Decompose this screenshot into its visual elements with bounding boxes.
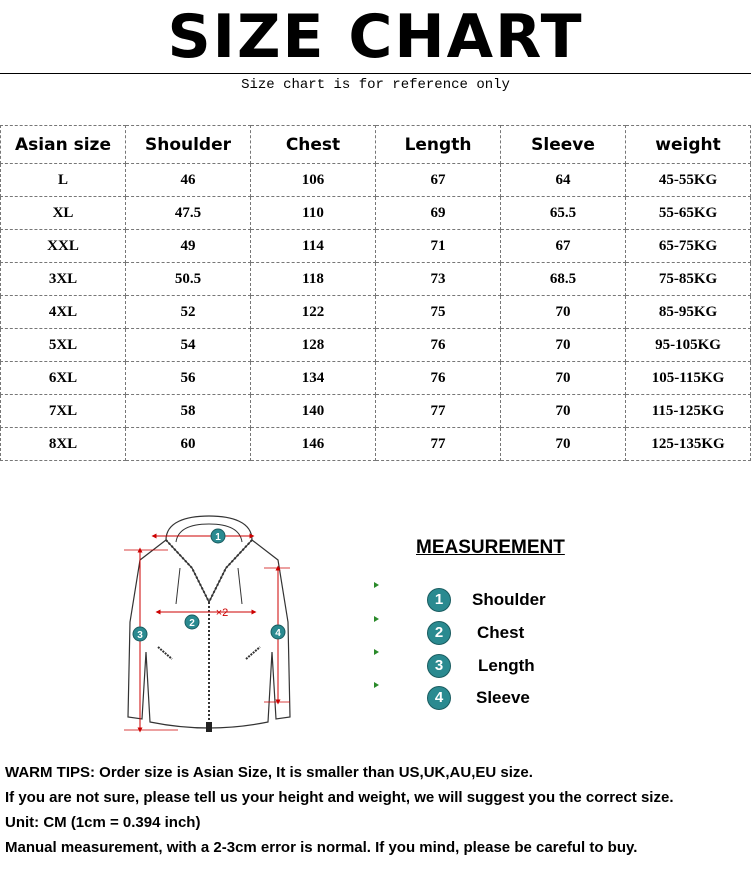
cell-sleeve: 64 — [501, 164, 626, 197]
table-row — [1, 395, 751, 428]
legend-number-badge: 2 — [427, 621, 451, 645]
cell-length: 73 — [376, 263, 501, 296]
table-row — [1, 263, 751, 296]
cell-weight: 85-95KG — [626, 296, 751, 329]
drawstring-left — [176, 568, 180, 604]
cell-weight: 125-135KG — [626, 428, 751, 461]
header-length: Length — [376, 126, 501, 164]
cell-size: 7XL — [1, 395, 126, 428]
title-divider — [0, 73, 751, 74]
bullet-icon — [374, 682, 379, 688]
cell-size: L — [1, 164, 126, 197]
cell-size: 6XL — [1, 362, 126, 395]
drawstring-right — [238, 568, 242, 604]
cell-size: 4XL — [1, 296, 126, 329]
cell-shoulder: 58 — [126, 395, 251, 428]
cell-chest: 134 — [251, 362, 376, 395]
cell-shoulder: 56 — [126, 362, 251, 395]
header-chest: Chest — [251, 126, 376, 164]
table-header-row — [1, 126, 751, 164]
page-title: SIZE CHART — [167, 2, 584, 72]
marker-4-text: 4 — [275, 628, 281, 639]
cell-length: 76 — [376, 362, 501, 395]
cell-shoulder: 47.5 — [126, 197, 251, 230]
pocket-left — [158, 647, 172, 659]
times-two-label: ×2 — [215, 607, 229, 619]
header-weight: weight — [626, 126, 751, 164]
hood-inner — [176, 524, 242, 542]
cell-weight: 105-115KG — [626, 362, 751, 395]
cell-length: 77 — [376, 428, 501, 461]
cell-size: XL — [1, 197, 126, 230]
marker-2-text: 2 — [189, 618, 195, 629]
legend-label: Chest — [477, 623, 525, 642]
cell-size: 8XL — [1, 428, 126, 461]
legend-number-badge: 3 — [427, 654, 451, 678]
cell-chest: 106 — [251, 164, 376, 197]
collar-left — [166, 540, 209, 602]
cell-length: 75 — [376, 296, 501, 329]
cell-sleeve: 70 — [501, 362, 626, 395]
cell-sleeve: 70 — [501, 296, 626, 329]
cell-weight: 55-65KG — [626, 197, 751, 230]
tip-asian-size: WARM TIPS: Order size is Asian Size, It is smaller than US,UK,AU,EU size. — [5, 764, 533, 781]
legend-label: Shoulder — [472, 590, 546, 609]
cell-shoulder: 49 — [126, 230, 251, 263]
cell-length: 69 — [376, 197, 501, 230]
table-row — [1, 197, 751, 230]
reference-note: Size chart is for reference only — [241, 77, 510, 93]
tip-measurement-error: Manual measurement, with a 2-3cm error is normal. If you mind, please be careful to buy. — [5, 839, 638, 856]
header-sleeve: Sleeve — [501, 126, 626, 164]
cell-chest: 114 — [251, 230, 376, 263]
table-row — [1, 230, 751, 263]
measurement-heading: MEASUREMENT — [416, 537, 565, 558]
legend-label: Length — [478, 656, 535, 675]
tip-unit: Unit: CM (1cm = 0.394 inch) — [5, 814, 201, 831]
cell-shoulder: 60 — [126, 428, 251, 461]
cell-shoulder: 54 — [126, 329, 251, 362]
table-row — [1, 329, 751, 362]
jacket-diagram — [118, 512, 300, 738]
legend-number-badge: 1 — [427, 588, 451, 612]
cell-chest: 110 — [251, 197, 376, 230]
tip-height-weight: If you are not sure, please tell us your height and weight, we will suggest you the correct size. — [5, 789, 674, 806]
cell-size: XXL — [1, 230, 126, 263]
cell-length: 77 — [376, 395, 501, 428]
collar-right — [209, 540, 252, 602]
header-shoulder: Shoulder — [126, 126, 251, 164]
warm-tips — [5, 760, 747, 860]
pocket-right — [246, 647, 260, 659]
cell-weight: 95-105KG — [626, 329, 751, 362]
cell-sleeve: 70 — [501, 428, 626, 461]
table-row — [1, 296, 751, 329]
cell-length: 67 — [376, 164, 501, 197]
cell-sleeve: 65.5 — [501, 197, 626, 230]
cell-size: 5XL — [1, 329, 126, 362]
size-table — [0, 125, 751, 461]
cell-chest: 118 — [251, 263, 376, 296]
cell-shoulder: 52 — [126, 296, 251, 329]
legend-label: Sleeve — [476, 688, 530, 707]
table-row — [1, 362, 751, 395]
cell-sleeve: 68.5 — [501, 263, 626, 296]
cell-chest: 128 — [251, 329, 376, 362]
bullet-icon — [374, 582, 379, 588]
cell-weight: 115-125KG — [626, 395, 751, 428]
marker-3-text: 3 — [137, 630, 143, 641]
cell-weight: 65-75KG — [626, 230, 751, 263]
cell-length: 76 — [376, 329, 501, 362]
table-row — [1, 164, 751, 197]
cell-weight: 45-55KG — [626, 164, 751, 197]
cell-chest: 122 — [251, 296, 376, 329]
cell-length: 71 — [376, 230, 501, 263]
cell-sleeve: 70 — [501, 329, 626, 362]
marker-1-text: 1 — [215, 532, 221, 543]
cell-size: 3XL — [1, 263, 126, 296]
cell-shoulder: 46 — [126, 164, 251, 197]
header-asian-size: Asian size — [1, 126, 126, 164]
table-row — [1, 428, 751, 461]
cell-chest: 146 — [251, 428, 376, 461]
cell-weight: 75-85KG — [626, 263, 751, 296]
bullet-icon — [374, 616, 379, 622]
cell-sleeve: 67 — [501, 230, 626, 263]
cell-chest: 140 — [251, 395, 376, 428]
zipper-pull — [206, 722, 212, 732]
cell-shoulder: 50.5 — [126, 263, 251, 296]
bullet-icon — [374, 649, 379, 655]
legend-number-badge: 4 — [427, 686, 451, 710]
cell-sleeve: 70 — [501, 395, 626, 428]
